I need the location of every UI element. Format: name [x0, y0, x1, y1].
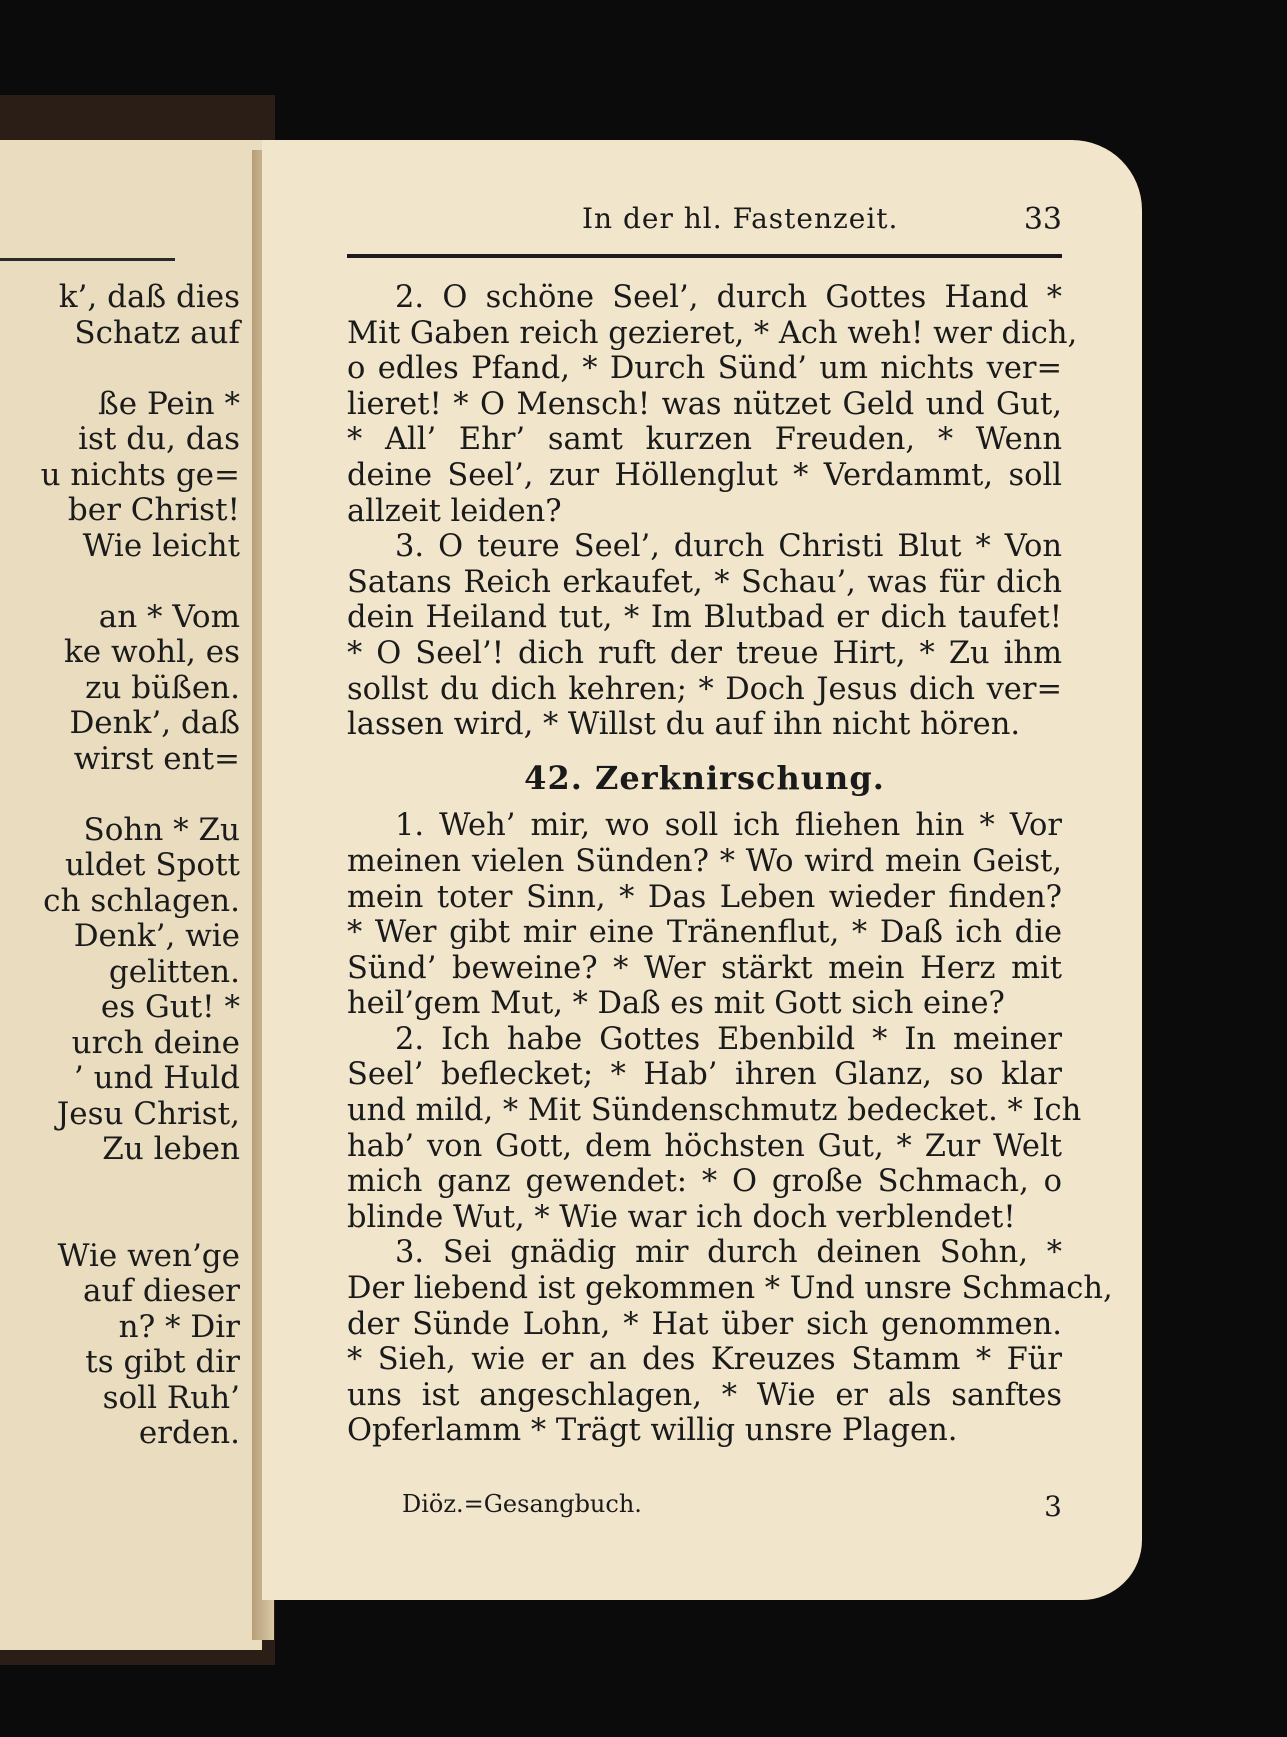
left-text-line: urch deine [71, 1024, 240, 1061]
running-header [262, 202, 1062, 242]
verse-line: allzeit leiden? [347, 493, 562, 529]
left-text-line: soll Ruh’ [102, 1379, 240, 1416]
left-text-line: Denk’, wie [73, 918, 240, 954]
left-text-line [0, 1203, 240, 1239]
verse-line: 1. Weh’ mir, wo soll ich fliehen hin * Vor [395, 808, 1062, 844]
verse-line: deine Seel’, zur Höllenglut * Verdammt, soll [347, 457, 1062, 493]
right-page [262, 140, 1142, 1600]
left-text-line: Wie wen’ge [57, 1237, 240, 1274]
left-text-line: ch schlagen. [43, 882, 240, 919]
hymn-heading: 42. Zerknirschung. [524, 758, 885, 797]
verse-line: dein Heiland tut, * Im Blutbad er dich taufet! [347, 600, 1062, 636]
sheet-number: 3 [1044, 1490, 1062, 1523]
left-page-text [0, 280, 240, 1452]
left-text-line: Denk’, daß [69, 705, 240, 741]
left-text-line: ber Christ! [67, 492, 240, 528]
left-text-line: wirst ent= [73, 740, 240, 777]
verse-line: o edles Pfand, * Durch Sünd’ um nichts ver= [347, 351, 1062, 387]
left-text-line: Wie leicht [82, 527, 240, 564]
verse-line: * Wer gibt mir eine Tränenflut, * Daß ich die [347, 915, 1062, 951]
verse-line: 3. O teure Seel’, durch Christi Blut * Von [395, 529, 1062, 565]
verse-line: 2. O schöne Seel’, durch Gottes Hand * [395, 280, 1062, 315]
left-text-line: es Gut! * [100, 989, 240, 1025]
left-page [0, 140, 262, 1650]
verse-line: Mit Gaben reich gezieret, * Ach weh! wer dich, [347, 315, 1078, 351]
verse-line: mich ganz gewendet: * O große Schmach, o [347, 1164, 1062, 1200]
verse-line: heil’gem Mut, * Daß es mit Gott sich eine? [347, 986, 1005, 1022]
left-text-line: Sohn * Zu [83, 811, 240, 848]
left-text-line: ’ und Huld [73, 1060, 240, 1096]
left-text-line: n? * Dir [118, 1308, 240, 1345]
verse-line: Satans Reich erkaufet, * Schau’, was für dich [347, 564, 1062, 600]
verse-line: sollst du dich kehren; * Doch Jesus dich ver= [347, 671, 1062, 707]
verse-line: mein toter Sinn, * Das Leben wieder finden? [347, 879, 1062, 915]
left-text-line: ist du, das [78, 421, 240, 457]
left-text-line: erden. [138, 1415, 240, 1451]
left-text-line: gelitten. [108, 953, 240, 990]
left-text-line: auf dieser [83, 1273, 240, 1309]
left-text-line: ke wohl, es [63, 634, 240, 670]
verse-line: Der liebend ist gekommen * Und unsre Schmach, [347, 1271, 1113, 1307]
verse-line: 3. Sei gnädig mir durch deinen Sohn, * [395, 1235, 1062, 1271]
left-text-line: k’, daß dies [58, 279, 240, 315]
page-number: 33 [1023, 202, 1062, 237]
verse-line: * Sieh, wie er an des Kreuzes Stamm * Für [347, 1342, 1062, 1378]
verse-line: lieret! * O Mensch! was nützet Geld und Gut, [347, 386, 1062, 422]
left-text-line [0, 1168, 240, 1204]
verse-line: und mild, * Mit Sündenschmutz bedecket. * Ich [347, 1093, 1082, 1129]
header-rule [347, 254, 1062, 258]
left-text-line: u nichts ge= [40, 456, 240, 493]
verse-line: uns ist angeschlagen, * Wie er als sanftes [347, 1377, 1062, 1413]
running-title: In der hl. Fastenzeit. [582, 202, 899, 235]
left-text-line: uldet Spott [64, 847, 240, 883]
verse-line: Seel’ beflecket; * Hab’ ihren Glanz, so klar [347, 1057, 1062, 1093]
left-text-line [0, 564, 240, 600]
verse-line: der Sünde Lohn, * Hat über sich genommen. [347, 1306, 1062, 1342]
left-text-line: ße Pein * [98, 385, 240, 422]
left-text-line: zu büßen. [85, 669, 240, 706]
verse-line: Sünd’ beweine? * Wer stärkt mein Herz mit [347, 950, 1062, 986]
printer-signature: Diöz.=Gesangbuch. [402, 1490, 642, 1518]
left-text-line: Zu leben [102, 1131, 240, 1167]
verse-line: lassen wird, * Willst du auf ihn nicht hören. [347, 707, 1021, 743]
verse-line: hab’ von Gott, dem höchsten Gut, * Zur Welt [347, 1128, 1062, 1164]
left-text-line [0, 777, 240, 813]
verse-line: Opferlamm * Trägt willig unsre Plagen. [347, 1413, 958, 1449]
verse-line: meinen vielen Sünden? * Wo wird mein Geist, [347, 843, 1062, 879]
verse-line: * All’ Ehr’ samt kurzen Freuden, * Wenn [347, 422, 1062, 458]
verse-line: * O Seel’! dich ruft der treue Hirt, * Zu ihm [347, 635, 1062, 671]
left-text-line: Jesu Christ, [56, 1095, 240, 1132]
left-header-rule [0, 258, 175, 261]
verse-line: 2. Ich habe Gottes Ebenbild * In meiner [395, 1021, 1062, 1057]
page-body [347, 280, 1113, 1449]
left-text-line: an * Vom [98, 598, 240, 635]
left-text-line: Schatz auf [74, 314, 240, 351]
left-text-line: ts gibt dir [85, 1344, 240, 1380]
hymn-42-text [347, 808, 1113, 1449]
continued-hymn [347, 280, 1078, 743]
verse-line: blinde Wut, * Wie war ich doch verblendet! [347, 1199, 1016, 1235]
page-footer [402, 1490, 1062, 1530]
left-text-line [0, 351, 240, 387]
